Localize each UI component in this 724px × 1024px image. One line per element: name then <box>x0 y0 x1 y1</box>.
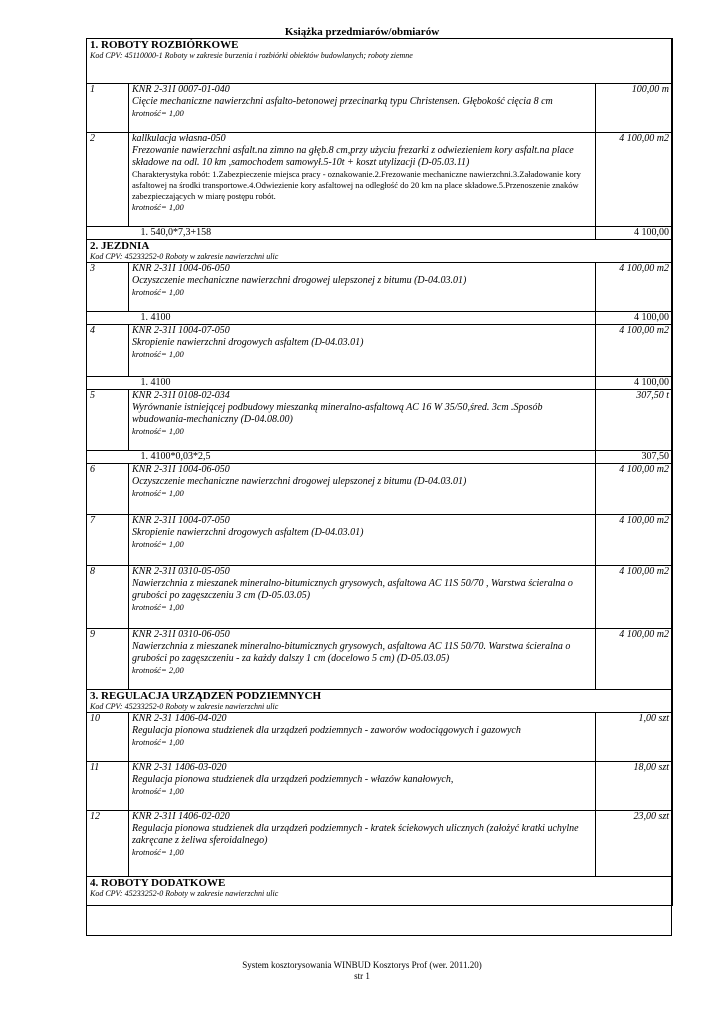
item-number: 8 <box>87 566 129 629</box>
item-norm-code: KNR 2-31I 0310-06-050 <box>132 629 230 640</box>
calculation-row <box>87 451 673 464</box>
item-quantity: 4 100,00 m2 <box>596 629 673 690</box>
item-description-cell <box>129 629 596 690</box>
item-description: Regulacja pionowa studzienek dla urządzeń podziemnych - zaworów wodociągowych i gazowych <box>132 725 521 736</box>
item-multiplier: krotność= 1,00 <box>132 539 184 549</box>
bill-of-quantities-table <box>86 38 673 906</box>
item-norm-code: KNR 2-31I 0007-01-040 <box>132 84 230 95</box>
item-number: 10 <box>87 713 129 762</box>
calculation-row <box>87 227 673 240</box>
calculation-formula: 1. 540,0*7,3+158 <box>129 227 596 240</box>
item-number: 4 <box>87 325 129 377</box>
item-number: 7 <box>87 515 129 566</box>
calculation-formula: 1. 4100*0,03*2,5 <box>129 451 596 464</box>
item-number: 3 <box>87 263 129 312</box>
item-quantity: 4 100,00 m2 <box>596 263 673 312</box>
item-multiplier: krotność= 2,00 <box>132 665 184 675</box>
item-description: Regulacja pionowa studzienek dla urządzeń podziemnych - kratek ściekowych ulicznych (założyć kratki uchylne zakręcane z żeliwa sferoidalnego) <box>132 823 579 846</box>
item-multiplier: krotność= 1,00 <box>132 786 184 796</box>
item-description: Nawierzchnia z mieszanek mineralno-bitumicznych grysowych, asfaltowa AC 11S 50/70 , Warstwa ścieralna o grubości po zagęszczeniu 3 cm (D-05.03.05) <box>132 578 573 601</box>
item-quantity: 4 100,00 m2 <box>596 325 673 377</box>
item-multiplier: krotność= 1,00 <box>132 847 184 857</box>
section-header-cell <box>87 240 673 263</box>
item-row <box>87 811 673 877</box>
item-description: Skropienie nawierzchni drogowych asfaltem (D-04.03.01) <box>132 527 364 538</box>
item-multiplier: krotność= 1,00 <box>132 287 184 297</box>
item-multiplier: krotność= 1,00 <box>132 349 184 359</box>
item-description-cell <box>129 464 596 515</box>
item-quantity: 4 100,00 m2 <box>596 464 673 515</box>
calculation-row <box>87 377 673 390</box>
item-norm-code: KNR 2-31I 1004-07-050 <box>132 325 230 336</box>
item-description: Oczyszczenie mechaniczne nawierzchni drogowej ulepszonej z bitumu (D-04.03.01) <box>132 476 467 487</box>
item-quantity: 23,00 szt <box>596 811 673 877</box>
item-norm-code: KNR 2-31I 1004-06-050 <box>132 263 230 274</box>
calculation-result: 307,50 <box>596 451 673 464</box>
item-row <box>87 566 673 629</box>
item-number: 6 <box>87 464 129 515</box>
item-row <box>87 629 673 690</box>
item-number: 2 <box>87 133 129 227</box>
item-description-cell <box>129 566 596 629</box>
section-header-cell <box>87 690 673 713</box>
item-row <box>87 133 673 227</box>
item-row <box>87 263 673 312</box>
item-number: 12 <box>87 811 129 877</box>
item-description: Nawierzchnia z mieszanek mineralno-bitumicznych grysowych, asfaltowa AC 11S 50/70. Warstwa ścieralna o grubości po zagęszczeniu - za każdy dalszy 1 cm (docelowo 5 cm) (D-05.03.05) <box>132 641 571 664</box>
item-description-cell <box>129 325 596 377</box>
item-multiplier: krotność= 1,00 <box>132 737 184 747</box>
footer-software: System kosztorysowania WINBUD Kosztorys Prof (wer. 2011.20) <box>242 960 482 970</box>
item-norm-code: KNR 2-31I 0108-02-034 <box>132 390 230 401</box>
section-cpv-code: Kod CPV: 45233252-0 Roboty w zakresie nawierzchni ulic <box>90 702 279 711</box>
item-description-cell <box>129 713 596 762</box>
item-norm-code: KNR 2-31I 0310-05-050 <box>132 566 230 577</box>
item-description: Frezowanie nawierzchni asfalt.na zimno na głęb.8 cm,przy użyciu frezarki z odwiezieniem kory asfalt.na place składowe na odl. 10 km ,samochodem samowył.5-10t + koszt utylizacji (D-05.03.11) <box>132 145 574 168</box>
page-title: Książka przedmiarów/obmiarów <box>284 26 440 38</box>
calculation-empty-cell <box>87 227 129 240</box>
item-characteristics: Charakterystyka robót: 1.Zabezpieczenie miejsca pracy - oznakowanie.2.Frezowanie mechaniczne nawierzchni.3.Załadowanie kory asfaltowej na środki transportowe.4.Odwiezienie kory asfaltowej na odległość do 20 km na place składowe.5.Przenoszenie znaków zabezpieczających w miarę postępu robót. <box>132 169 581 201</box>
section-header-cell <box>87 39 673 84</box>
item-norm-code: KNR 2-31I 1004-06-050 <box>132 464 230 475</box>
item-description-cell <box>129 263 596 312</box>
calculation-result: 4 100,00 <box>596 377 673 390</box>
item-norm-code: KNR 2-31I 1004-07-050 <box>132 515 230 526</box>
calculation-formula: 1. 4100 <box>129 377 596 390</box>
calculation-empty-cell <box>87 312 129 325</box>
item-description: Wyrównanie istniejącej podbudowy mieszanką mineralno-asfaltową AC 16 W 35/50,śred. 3cm .Sposób wbudowania-mechaniczny (D-04.08.00) <box>132 402 543 425</box>
section-cpv-code: Kod CPV: 45233252-0 Roboty w zakresie nawierzchni ulic <box>90 889 279 898</box>
section-header-row <box>87 240 673 263</box>
item-quantity: 4 100,00 m2 <box>596 133 673 227</box>
item-norm-code: kallkulacja własna-050 <box>132 133 226 144</box>
footer-page-number: str 1 <box>354 971 370 981</box>
item-multiplier: krotność= 1,00 <box>132 108 184 118</box>
item-number: 1 <box>87 84 129 133</box>
section-title: 3. REGULACJA URZĄDZEŃ PODZIEMNYCH <box>90 690 322 702</box>
item-description-cell <box>129 133 596 227</box>
item-quantity: 307,50 t <box>596 390 673 451</box>
item-row <box>87 390 673 451</box>
item-description-cell <box>129 390 596 451</box>
item-multiplier: krotność= 1,00 <box>132 426 184 436</box>
item-description-cell <box>129 84 596 133</box>
calculation-empty-cell <box>87 451 129 464</box>
item-quantity: 4 100,00 m2 <box>596 566 673 629</box>
item-row <box>87 713 673 762</box>
item-description-cell <box>129 515 596 566</box>
item-quantity: 1,00 szt <box>596 713 673 762</box>
item-description-cell <box>129 811 596 877</box>
item-quantity: 18,00 szt <box>596 762 673 811</box>
item-description: Regulacja pionowa studzienek dla urządzeń podziemnych - włazów kanałowych, <box>132 774 454 785</box>
item-description: Skropienie nawierzchni drogowych asfaltem (D-04.03.01) <box>132 337 364 348</box>
item-multiplier: krotność= 1,00 <box>132 202 184 212</box>
section-title: 4. ROBOTY DODATKOWE <box>90 877 226 889</box>
section-cpv-code: Kod CPV: 45233252-0 Roboty w zakresie nawierzchni ulic <box>90 252 279 261</box>
item-quantity: 4 100,00 m2 <box>596 515 673 566</box>
item-number: 11 <box>87 762 129 811</box>
calculation-empty-cell <box>87 377 129 390</box>
item-number: 9 <box>87 629 129 690</box>
section-cpv-code: Kod CPV: 45110000-1 Roboty w zakresie burzenia i rozbiórki obiektów budowlanych; roboty ziemne <box>90 51 413 60</box>
item-description-cell <box>129 762 596 811</box>
section-header-cell <box>87 877 673 906</box>
item-multiplier: krotność= 1,00 <box>132 602 184 612</box>
calculation-row <box>87 312 673 325</box>
item-norm-code: KNR 2-31 1406-04-020 <box>132 713 227 724</box>
table-body <box>87 39 673 906</box>
item-row <box>87 325 673 377</box>
item-multiplier: krotność= 1,00 <box>132 488 184 498</box>
item-number: 5 <box>87 390 129 451</box>
section-title: 2. JEZDNIA <box>90 240 150 252</box>
section-header-row <box>87 877 673 906</box>
item-description: Cięcie mechaniczne nawierzchni asfalto-betonowej przecinarką typu Christensen. Głębokość cięcia 8 cm <box>132 96 553 107</box>
page-footer <box>0 960 724 982</box>
item-norm-code: KNR 2-31I 1406-02-020 <box>132 811 230 822</box>
item-row <box>87 515 673 566</box>
section-title: 1. ROBOTY ROZBIÓRKOWE <box>90 39 239 51</box>
item-row <box>87 762 673 811</box>
item-norm-code: KNR 2-31 1406-03-020 <box>132 762 227 773</box>
calculation-result: 4 100,00 <box>596 227 673 240</box>
item-description: Oczyszczenie mechaniczne nawierzchni drogowej ulepszonej z bitumu (D-04.03.01) <box>132 275 467 286</box>
item-row <box>87 464 673 515</box>
calculation-formula: 1. 4100 <box>129 312 596 325</box>
calculation-result: 4 100,00 <box>596 312 673 325</box>
section-header-row <box>87 690 673 713</box>
item-row <box>87 84 673 133</box>
section-header-row <box>87 39 673 84</box>
item-quantity: 100,00 m <box>596 84 673 133</box>
